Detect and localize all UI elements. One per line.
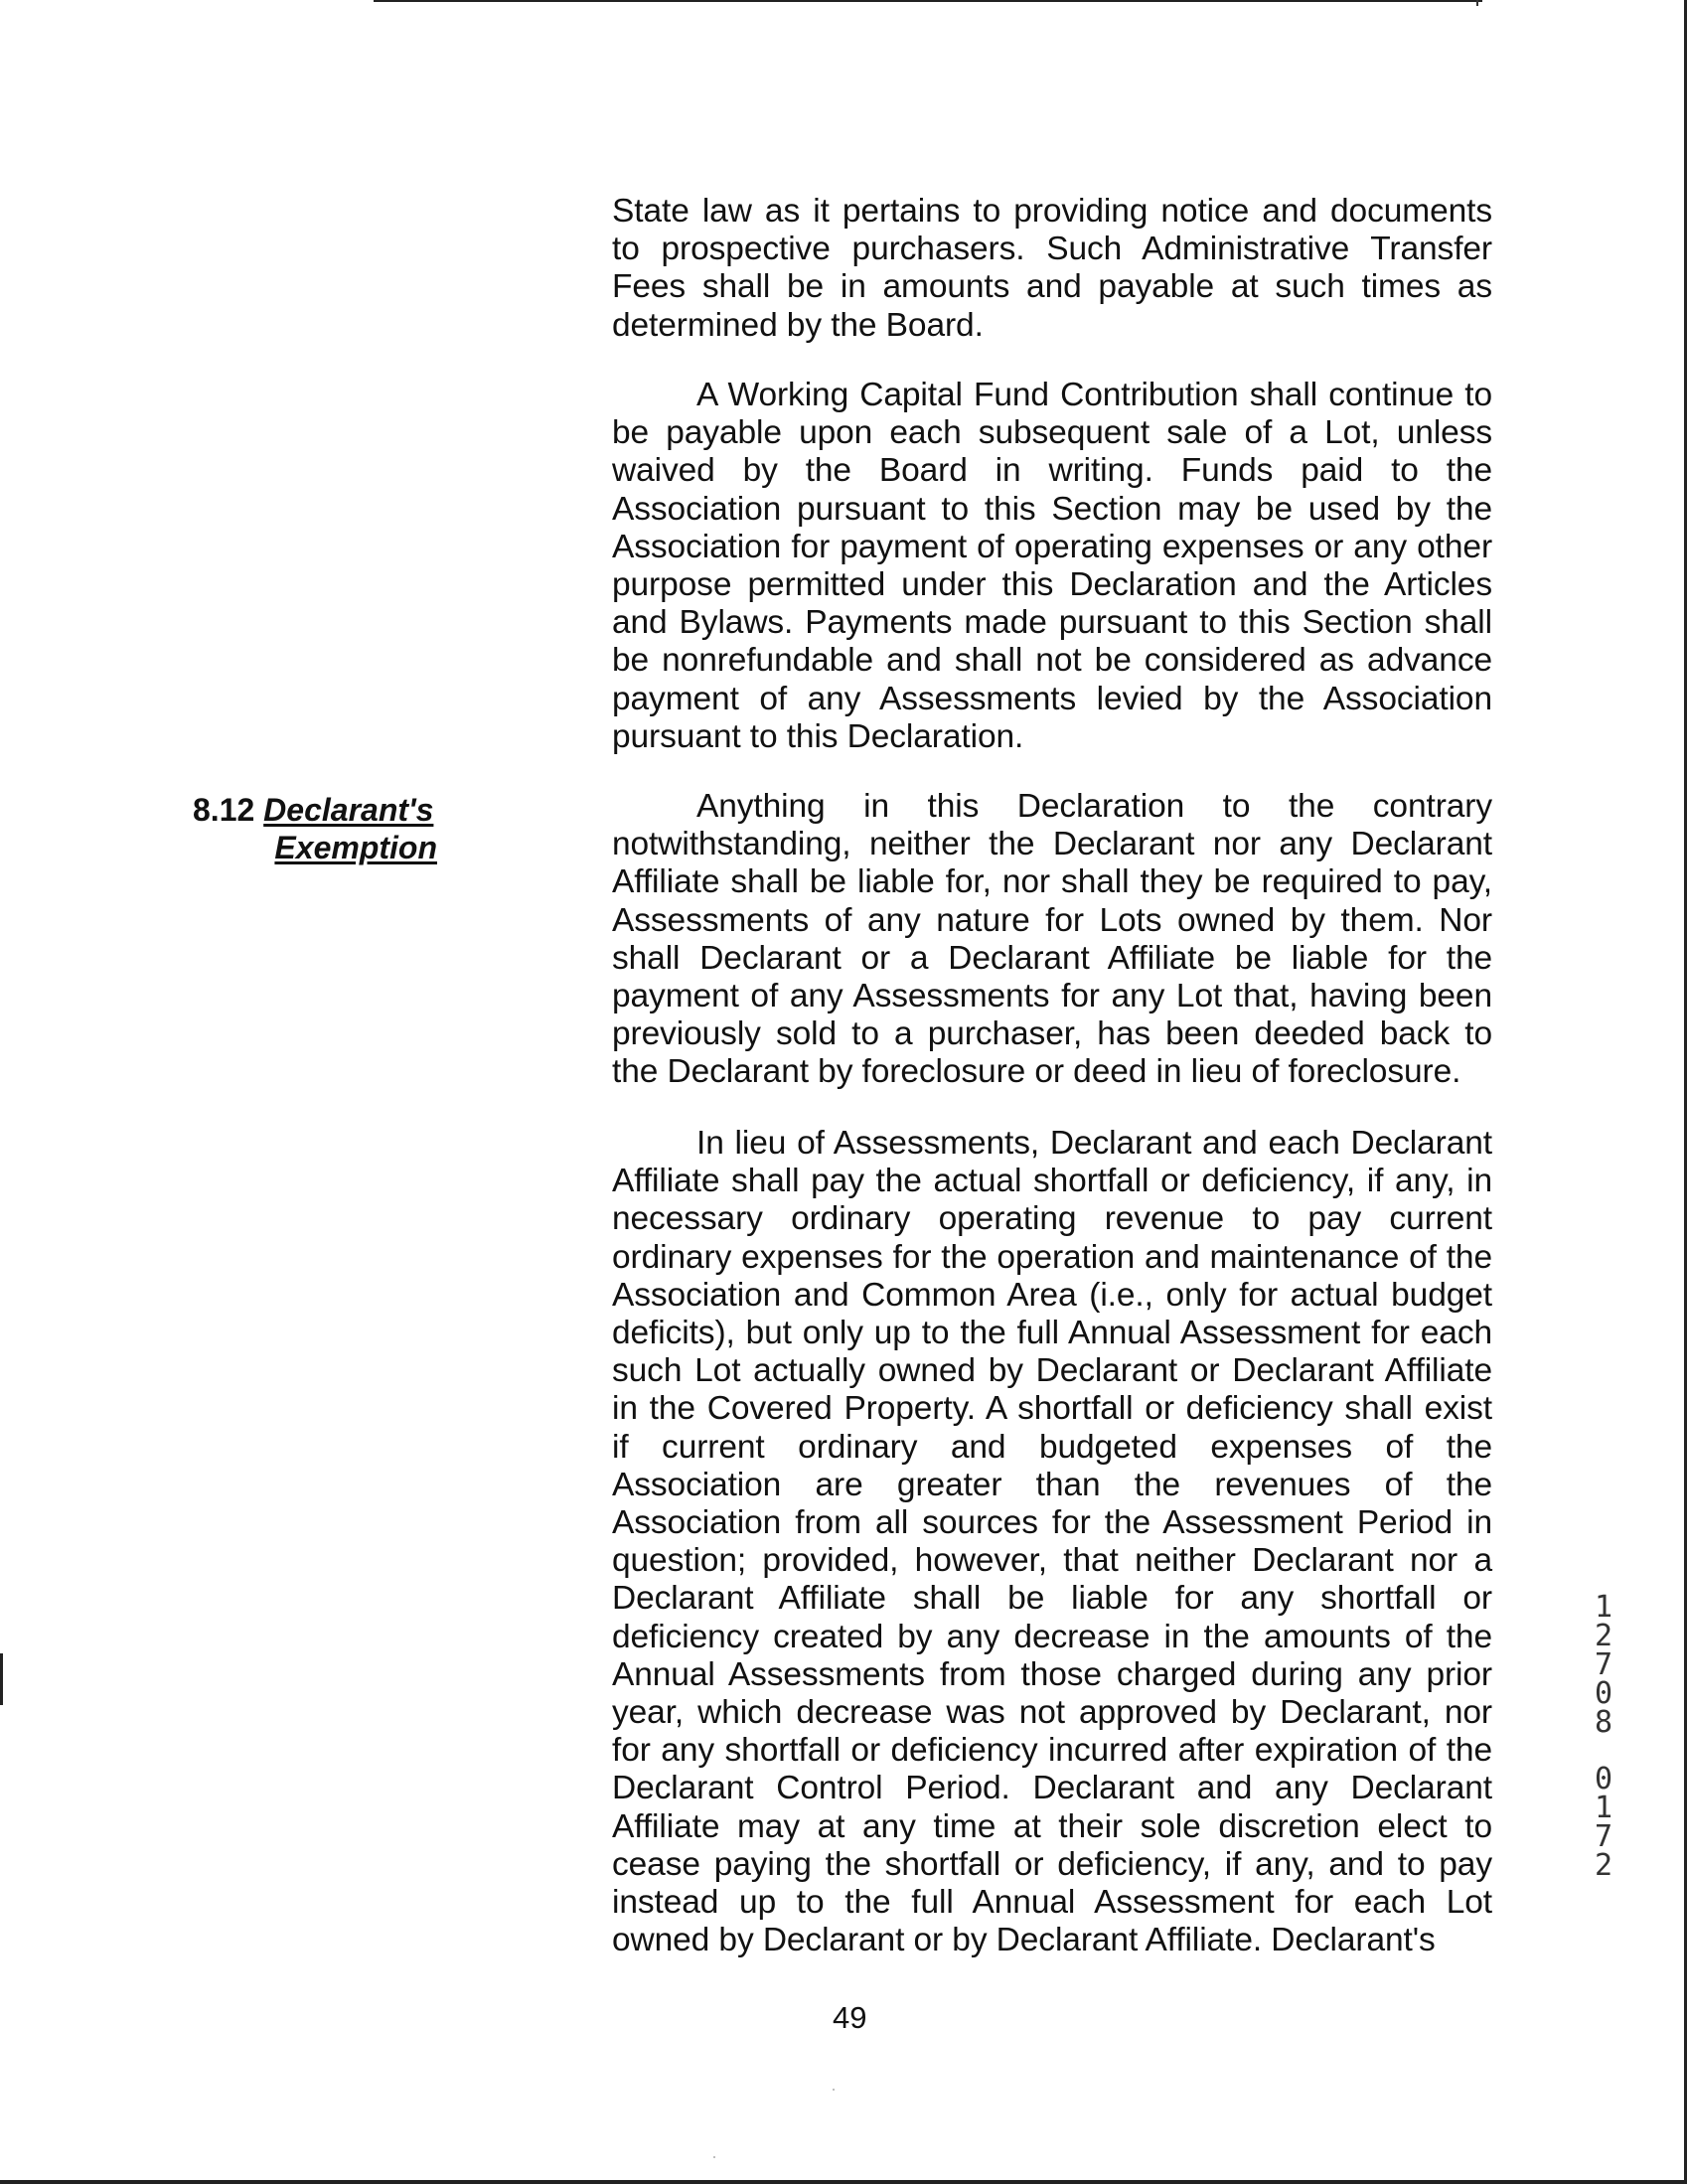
stamp-part-1: 12708 bbox=[1594, 1590, 1613, 1740]
scan-speck bbox=[833, 2089, 835, 2091]
scan-top-edge bbox=[374, 0, 1482, 2]
stamp-part-2: 0172 bbox=[1594, 1762, 1613, 1883]
section-title-line1: Declarant's bbox=[263, 792, 434, 828]
body-paragraph-continued bbox=[612, 193, 1492, 345]
body-paragraph-working-capital bbox=[612, 377, 1492, 756]
paragraph-text: Anything in this Declaration to the contrary notwithstanding, neither the Declarant nor any Declarant Affiliate shall be liable for, nor shall they be required to pay, Assessments of any nature for Lots owned by them. Nor shall Declarant or a Declarant Affiliate be liable for the payment of any Assessments for any Lot that, having been previously sold to a purchaser, has been deeded back to the Declarant by foreclosure or deed in lieu of foreclosure. bbox=[612, 788, 1492, 1091]
section-heading bbox=[193, 791, 441, 866]
scan-bottom-edge bbox=[0, 2180, 1687, 2184]
paragraph-text: A Working Capital Fund Contribution shall continue to be payable upon each subsequent sale of a Lot, unless waived by the Board in writing. Funds paid to the Association pursuant to this Section may be used by the Association for payment of operating expenses or any other purpose permitted under this Declaration and the Articles and Bylaws. Payments made pursuant to this Section shall be nonrefundable and shall not be considered as advance payment of any Assessments levied by the Association pursuant to this Declaration. bbox=[612, 377, 1492, 755]
page-number: 49 bbox=[833, 2000, 867, 2035]
vertical-recording-stamp bbox=[1586, 1590, 1621, 1883]
section-title-line2: Exemption bbox=[274, 830, 437, 865]
paragraph-text: In lieu of Assessments, Declarant and each Declarant Affiliate shall pay the actual shortfall or deficiency, if any, in necessary ordinary operating revenue to pay current ordinary expenses for the operation and maintenance of the Association and Common Area (i.e., only for actual budget deficits), but only up to the full Annual Assessment for each such Lot actually owned by Declarant or Declarant Affiliate in the Covered Property. A shortfall or deficiency shall exist if current ordinary and budgeted expenses of the Association are greater than the revenues of the Association from all sources for the Assessment Period in question; provided, however, that neither Declarant nor a Declarant Affiliate shall be liable for any shortfall or deficiency created by any decrease in the amounts of the Annual Assessments from those charged during any prior year, which decrease was not approved by Declarant, nor for any shortfall or deficiency incurred after expiration of the Declarant Control Period. Declarant and any Declarant Affiliate may at any time at their sole discretion elect to cease paying the shortfall or deficiency, if any, and to pay instead up to the full Annual Assessment for each Lot owned by Declarant or by Declarant Affiliate. Declarant's bbox=[612, 1125, 1492, 1959]
body-paragraph-in-lieu bbox=[612, 1125, 1492, 1959]
scan-top-tick bbox=[1476, 0, 1478, 6]
scan-left-mark bbox=[0, 1653, 3, 1705]
scan-speck bbox=[713, 2156, 715, 2158]
body-paragraph-exemption bbox=[612, 788, 1492, 1092]
section-number: 8.12 bbox=[193, 792, 255, 828]
paragraph-text: State law as it pertains to providing notice and documents to prospective purchasers. Such Administrative Transfer Fees shall be in amounts and payable at such times as determined by the Board. bbox=[612, 193, 1492, 344]
